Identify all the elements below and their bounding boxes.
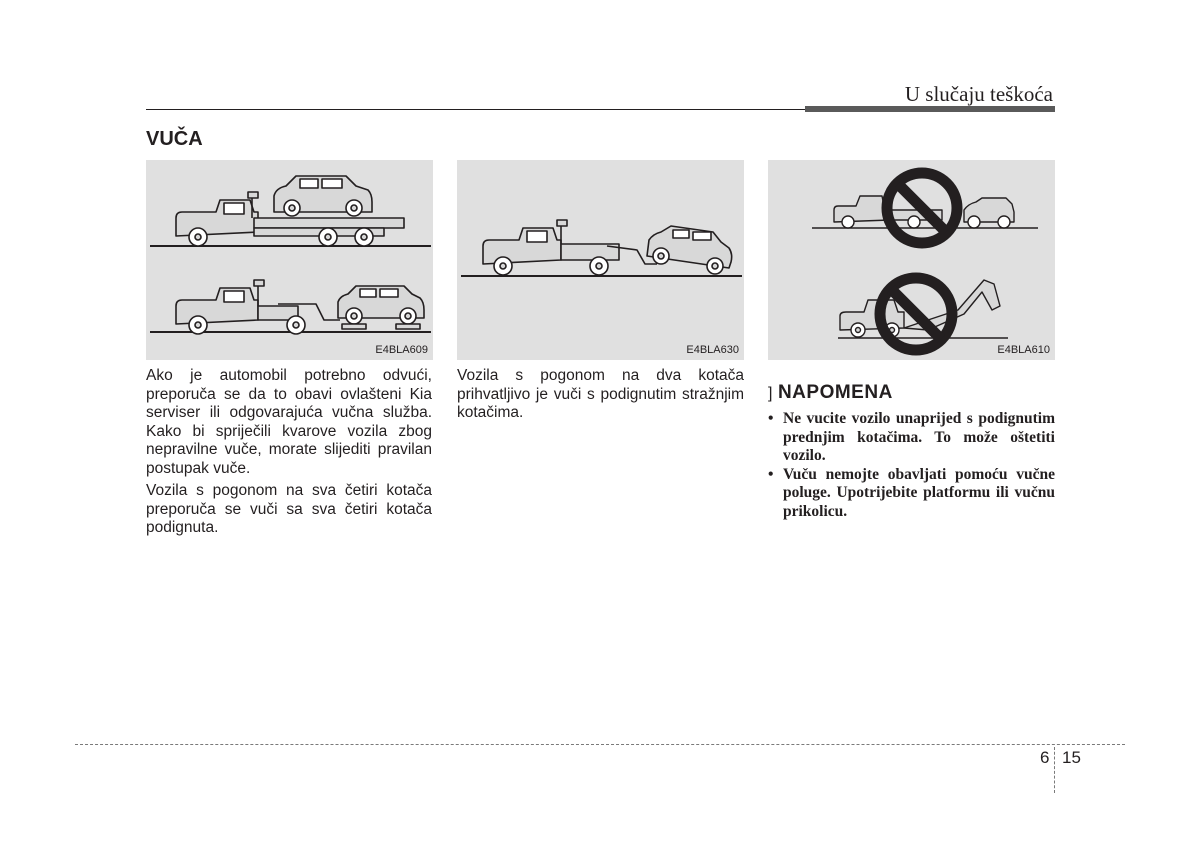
towing-illustration <box>457 160 744 360</box>
figure-code: E4BLA630 <box>686 344 739 356</box>
chapter-title: U slučaju teškoća <box>904 82 1053 106</box>
figure-prohibited-towing <box>768 160 1055 360</box>
section-title: VUČA <box>146 128 203 150</box>
bullet-icon: • <box>768 410 774 427</box>
footer-rule <box>75 744 1125 745</box>
header-bar <box>805 106 1055 112</box>
prohibition-icon <box>887 173 957 243</box>
figure-code: E4BLA610 <box>997 344 1050 356</box>
footer-divider <box>1054 747 1055 793</box>
figure-code: E4BLA609 <box>375 344 428 356</box>
paragraph-tow-service: Ako je automobil potrebno odvući, preporuča se da to obavi ovlašteni Kia serviser ili odgovarajuća vučna služba. Kako bi spriječili kvarove vozila zbog nepravilne vuče, morate slijediti pravilan postupak vuče. <box>146 367 432 477</box>
towing-illustration <box>768 160 1055 360</box>
figure-rear-lift-towing <box>457 160 744 360</box>
note-heading <box>768 382 893 404</box>
towing-illustration <box>146 160 433 360</box>
paragraph-2wd-towing: Vozila s pogonom na dva kotača prihvatljivo je vuči s podignutim stražnjim kotačima. <box>457 367 744 421</box>
note-title: NAPOMENA <box>777 382 893 403</box>
note-marker: ] <box>768 385 773 402</box>
paragraph-awd-towing: Vozila s pogonom na sva četiri kotača preporuča se vuči sa sva četiri kotača podignuta. <box>146 482 432 536</box>
page-number: 15 <box>1062 748 1081 767</box>
note-list <box>768 410 1055 521</box>
figure-flatbed-towing <box>146 160 433 360</box>
bullet-icon: • <box>768 465 774 483</box>
chapter-number: 6 <box>1040 748 1050 767</box>
header-rule <box>146 109 808 110</box>
note-item: • Ne vucite vozilo unaprijed s podignutim prednjim kotačima. To može oštetiti vozilo. <box>768 410 1055 464</box>
note-item: • Vuču nemojte obavljati pomoću vučne poluge. Upotrijebite platformu ili vučnu prikolicu. <box>768 465 1055 520</box>
